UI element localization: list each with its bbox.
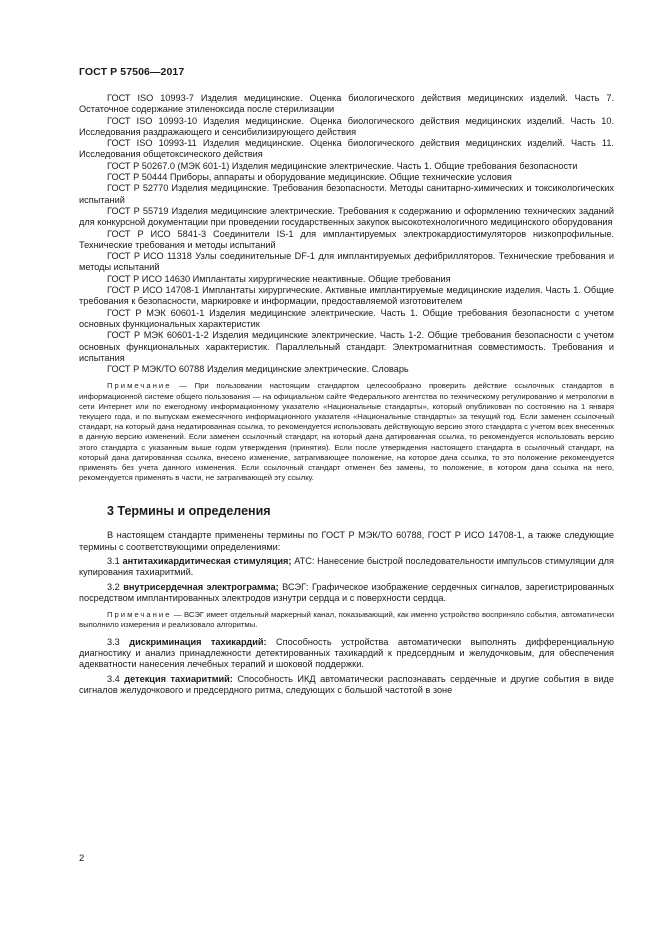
reference-item: ГОСТ Р МЭК/ТО 60788 Изделия медицинские электрические. Словарь [107,364,409,375]
reference-item: ГОСТ Р 52770 Изделия медицинские. Требования безопасности. Методы санитарно-химических и токсикологических испытаний [79,183,614,205]
references-note [79,381,614,483]
normative-references-list [79,93,614,375]
document-header: ГОСТ Р 57506—2017 [79,66,185,78]
reference-item: ГОСТ ISO 10993-7 Изделия медицинские. Оценка биологического действия медицинских изделий. Часть 7. Остаточное содержание этиленоксида после стерилизации [79,93,614,115]
reference-item: ГОСТ Р ИСО 11318 Узлы соединительные DF-1 для имплантируемых дефибрилляторов. Технические требования и методы испытаний [79,251,614,273]
section-intro: В настоящем стандарте применены термины по ГОСТ Р МЭК/ТО 60788, ГОСТ Р ИСО 14708-1, а также следующие термины с соответствующими определениями: [79,530,614,552]
term-definition [79,582,614,605]
reference-item: ГОСТ Р 50444 Приборы, аппараты и оборудование медицинские. Общие технические условия [107,172,512,183]
reference-item: ГОСТ Р 50267.0 (МЭК 601-1) Изделия медицинские электрические. Часть 1. Общие требования безопасности [107,160,578,171]
reference-item: ГОСТ Р ИСО 14708-1 Имплантаты хирургические. Активные имплантируемые медицинские изделия. Часть 1. Общие требования к безопасности, маркировке и информации, предоставляемой изготовителем [79,285,614,307]
term-name: дискриминация тахикардий: [129,636,267,647]
term-number: 3.2 [107,581,124,592]
reference-item: ГОСТ Р МЭК 60601-1-2 Изделия медицинские электрические. Часть 1-2. Общие требования безопасности с учетом основных функциональных характеристик. Параллельный стандарт. Электромагнитная совместимость. Требования и испытания [79,330,614,363]
term-name: внутрисердечная электрограмма; [123,581,279,592]
term-definition [79,556,614,579]
reference-item: ГОСТ Р 55719 Изделия медицинские электрические. Требования к содержанию и оформлению технических заданий для конкурсной документации при проведении государственных закупок высокотехнологичного медицинского оборудования [79,205,614,228]
term-text: Способность устройства автоматически выполнять дифференциальную диагностику и анализ принадлежности детектированных тахикардий к предсердным и желудочковым, для обеспечения адекватности нанесения лечебных терапий и шоковой поддержки. [79,636,615,670]
note-text: — ВСЭГ имеет отдельный маркерный канал, показывающий, как именно устройство восприняло события, автоматически выполнило измерения и реализовало алгоритмы. [79,610,614,630]
page-number: 2 [79,853,85,864]
term-name: детекция тахиаритмий: [124,673,233,684]
term-number: 3.4 [107,673,125,684]
reference-item: ГОСТ Р ИСО 5841-3 Соединители IS-1 для имплантируемых электрокардиостимуляторов низкопрофильные. Технические требования и методы испытаний [79,228,614,250]
term-name: антитахикардитическая стимуляция; [122,556,292,567]
term-number: 3.3 [107,636,130,647]
section-title: 3 Термины и определения [107,504,271,519]
note-text: — При пользовании настоящим стандартом целесообразно проверить действие ссылочных стандартов в информационной системе общего пользования — на официальном сайте Федерального агентства по техническому регулированию и метрологии в сети Интернет или по ежегодному информационному указателю «Национальные стандарты», который опубликован по состоянию на 1 января текущего года, и по выпускам ежемесячного информационного указателя «Национальные стандарты» за текущий год. Если заменен ссылочный стандарт, на который дана недатированная ссылка, то рекомендуется использовать действующую версию этого стандарта с учетом всех внесенных в данную версию изменений. Если заменен ссылочный стандарт, на который дана датированная ссылка, то рекомендуется использовать версию этого стандарта с указанным выше годом утверждения (принятия). Если после утверждения настоящего стандарта в ссылочный стандарт, на который дана датированная ссылка, внесено изменение, затрагивающее положение, на которое дана ссылка, то это положение рекомендуется применять без учета данного изменения. Если ссылочный стандарт отменен без замены, то положение, в котором дана ссылка на него, рекомендуется применять в части, не затрагивающей эту ссылку. [79,381,614,483]
reference-item: ГОСТ ISO 10993-11 Изделия медицинские. Оценка биологического действия медицинских изделий. Часть 11. Исследования общетоксического действия [79,138,614,160]
note-label: Примечание [107,610,172,620]
reference-item: ГОСТ Р МЭК 60601-1 Изделия медицинские электрические. Часть 1. Общие требования безопасности с учетом основных функциональных характеристик [79,307,614,329]
term-text: ВСЭГ: Графическое изображение сердечных сигналов, зарегистрированных посредством имплантированных электродов изнутри сердца и с поверхности сердца. [79,581,614,603]
term-note [79,610,614,630]
note-label: Примечание [107,381,172,391]
term-definition [79,674,614,697]
document-body [79,93,614,699]
term-text: Способность ИКД автоматически распознавать сердечные и другие события в виде сигналов желудочкового и предсердного ритма, следующих с большой частотой в зоне [79,673,614,695]
term-text: АТС: Нанесение быстрой последовательности импульсов стимуляции для купирования тахиаритмий. [79,556,615,578]
term-definition [79,637,614,671]
reference-item: ГОСТ Р ИСО 14630 Имплантаты хирургические неактивные. Общие требования [107,273,451,284]
term-number: 3.1 [107,556,123,567]
reference-item: ГОСТ ISO 10993-10 Изделия медицинские. Оценка биологического действия медицинских изделий. Часть 10. Исследования раздражающего и сенсибилизирующего действия [79,115,614,137]
